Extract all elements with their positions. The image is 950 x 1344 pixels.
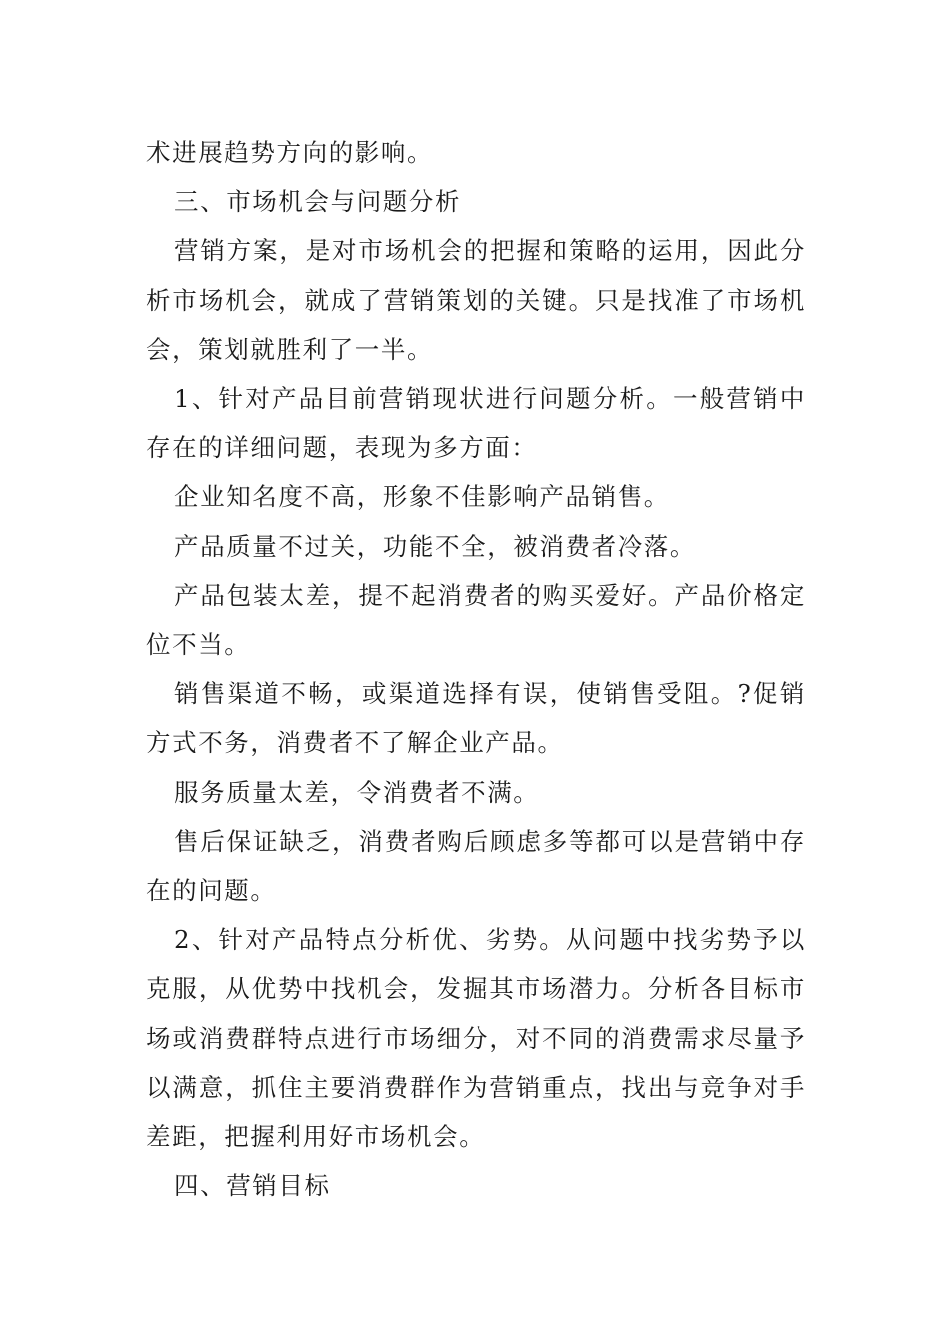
paragraph-packaging-pricing: 产品包装太差，提不起消费者的购买爱好。产品价格定位不当。 — [146, 580, 806, 660]
paragraph-problem-analysis: 1、针对产品目前营销现状进行问题分析。一般营销中存在的详细问题，表现为多方面： — [146, 384, 806, 463]
paragraph-continuation: 术进展趋势方向的影响。 — [146, 138, 434, 167]
paragraph-product-quality: 产品质量不过关，功能不全，被消费者冷落。 — [174, 531, 696, 561]
section-heading-marketing-goals: 四、营销目标 — [174, 1171, 331, 1201]
paragraph-sales-channels: 销售渠道不畅，或渠道选择有误，使销售受阻。?促销方式不务，消费者不了解企业产品。 — [146, 679, 806, 758]
paragraph-strengths-weaknesses: 2、针对产品特点分析优、劣势。从问题中找劣势予以克服，从优势中找机会，发掘其市场潜力。分析各目标市场或消费群特点进行市场细分，对不同的消费需求尽量予以满意，抓住主要消费群作为营销重点，找出与竞争对手差距，把握利用好市场机会。 — [146, 925, 806, 1152]
document-body — [146, 128, 806, 1210]
paragraph-service-quality: 服务质量太差，令消费者不满。 — [174, 777, 540, 807]
section-heading-market-opportunity: 三、市场机会与问题分析 — [174, 187, 462, 217]
paragraph-after-sales: 售后保证缺乏，消费者购后顾虑多等都可以是营销中存在的问题。 — [146, 826, 806, 906]
paragraph-brand-awareness: 企业知名度不高，形象不佳影响产品销售。 — [174, 482, 670, 512]
paragraph-marketing-plan-intro: 营销方案，是对市场机会的把握和策略的运用，因此分析市场机会，就成了营销策划的关键。只是找准了市场机会，策划就胜利了一半。 — [146, 236, 806, 364]
